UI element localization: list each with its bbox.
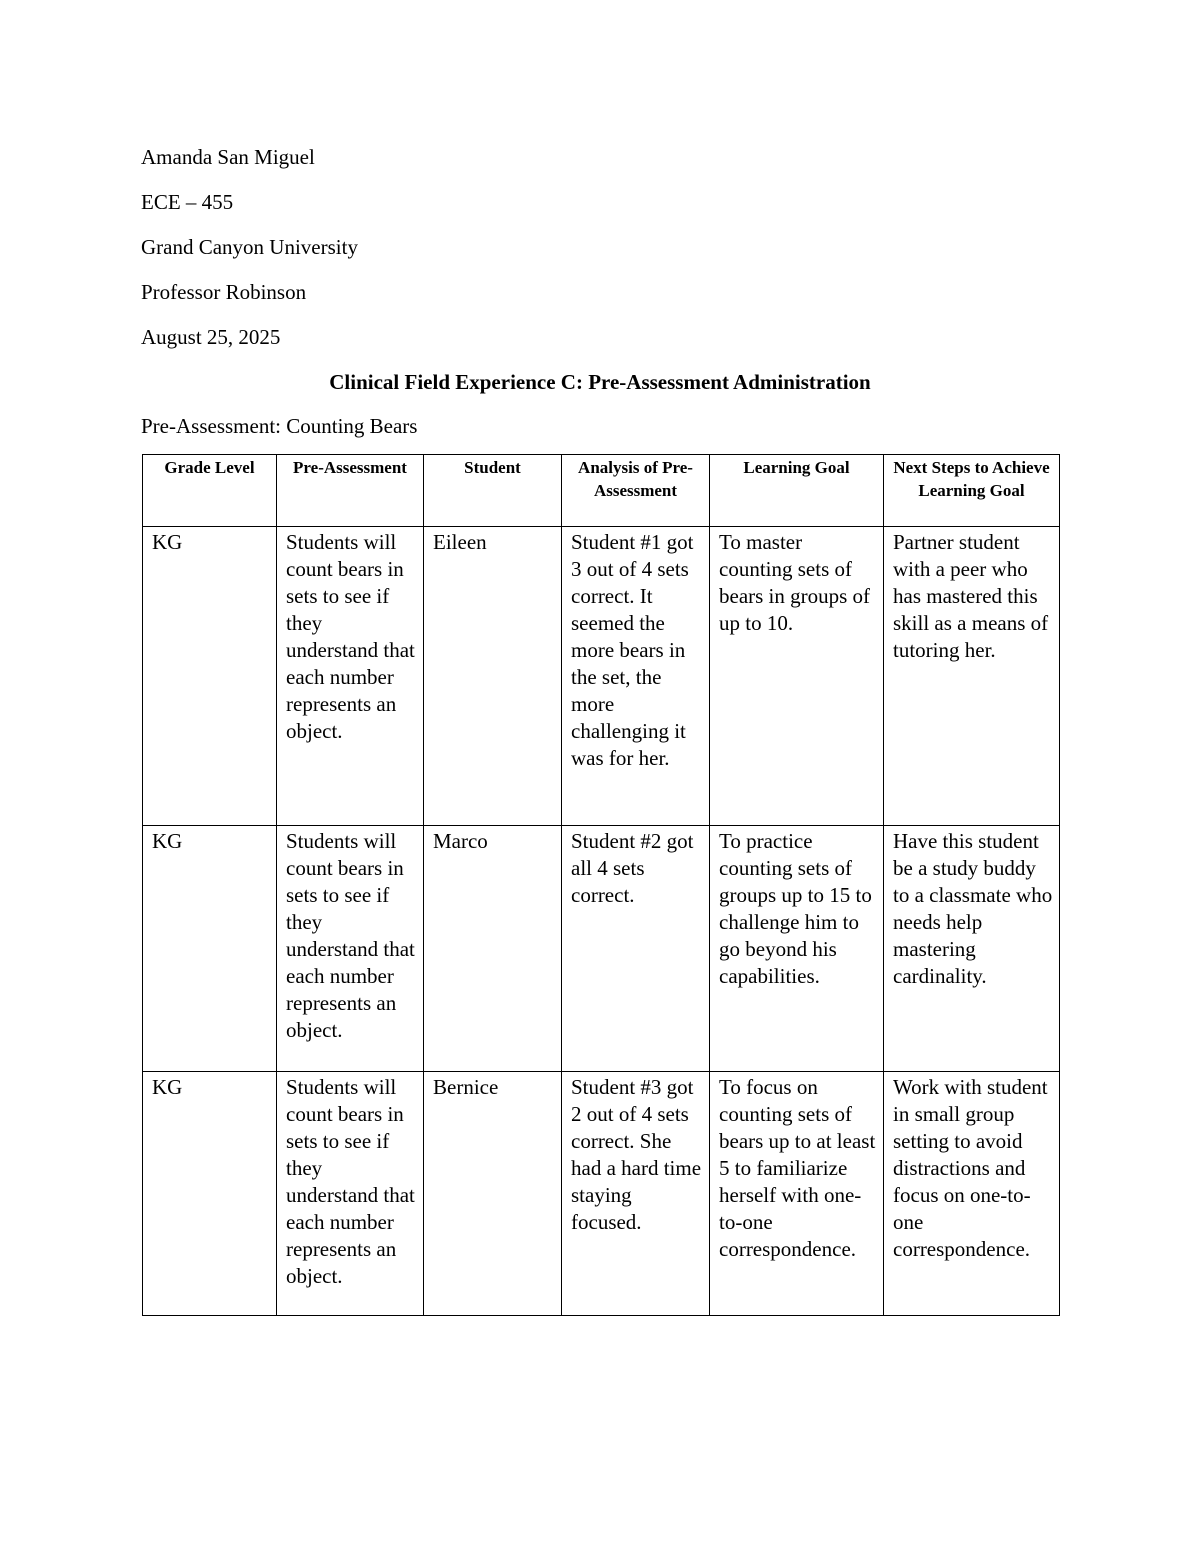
author-name: Amanda San Miguel: [141, 145, 315, 169]
cell-student: Marco: [424, 826, 562, 1072]
header-grade-level: Grade Level: [143, 455, 277, 527]
cell-grade: KG: [143, 527, 277, 826]
table-row: [143, 527, 1060, 826]
header-learning-goal: Learning Goal: [710, 455, 884, 527]
cell-student: Bernice: [424, 1072, 562, 1316]
table-row: [143, 1072, 1060, 1316]
cell-grade: KG: [143, 1072, 277, 1316]
cell-student: Eileen: [424, 527, 562, 826]
header-student: Student: [424, 455, 562, 527]
cell-next-steps: Have this student be a study buddy to a classmate who needs help mastering cardinality.: [884, 826, 1060, 1072]
cell-analysis: Student #3 got 2 out of 4 sets correct. She had a hard time staying focused.: [562, 1072, 710, 1316]
cell-next-steps: Partner student with a peer who has mastered this skill as a means of tutoring her.: [884, 527, 1060, 826]
cell-learning-goal: To focus on counting sets of bears up to at least 5 to familiarize herself with one-to-one correspondence.: [710, 1072, 884, 1316]
document-date: August 25, 2025: [141, 325, 281, 349]
cell-next-steps: Work with student in small group setting to avoid distractions and focus on one-to-one correspondence.: [884, 1072, 1060, 1316]
cell-pre-assessment: Students will count bears in sets to see if they understand that each number represents an object.: [277, 527, 424, 826]
header-analysis: Analysis of Pre-Assessment: [562, 455, 710, 527]
cell-grade: KG: [143, 826, 277, 1072]
professor-name: Professor Robinson: [141, 280, 307, 304]
cell-pre-assessment: Students will count bears in sets to see if they understand that each number represents an object.: [277, 1072, 424, 1316]
university-name: Grand Canyon University: [141, 235, 358, 259]
document-subtitle: Pre-Assessment: Counting Bears: [141, 414, 418, 438]
cell-analysis: Student #2 got all 4 sets correct.: [562, 826, 710, 1072]
assessment-table: [142, 454, 1060, 1316]
header-next-steps: Next Steps to Achieve Learning Goal: [884, 455, 1060, 527]
cell-learning-goal: To master counting sets of bears in groups of up to 10.: [710, 527, 884, 826]
cell-analysis: Student #1 got 3 out of 4 sets correct. It seemed the more bears in the set, the more challenging it was for her.: [562, 527, 710, 826]
course-code: ECE – 455: [141, 190, 234, 214]
table-row: [143, 826, 1060, 1072]
cell-learning-goal: To practice counting sets of groups up to 15 to challenge him to go beyond his capabilities.: [710, 826, 884, 1072]
cell-pre-assessment: Students will count bears in sets to see if they understand that each number represents an object.: [277, 826, 424, 1072]
header-pre-assessment: Pre-Assessment: [277, 455, 424, 527]
document-title: Clinical Field Experience C: Pre-Assessment Administration: [329, 370, 871, 394]
table-header-row: [143, 455, 1060, 527]
